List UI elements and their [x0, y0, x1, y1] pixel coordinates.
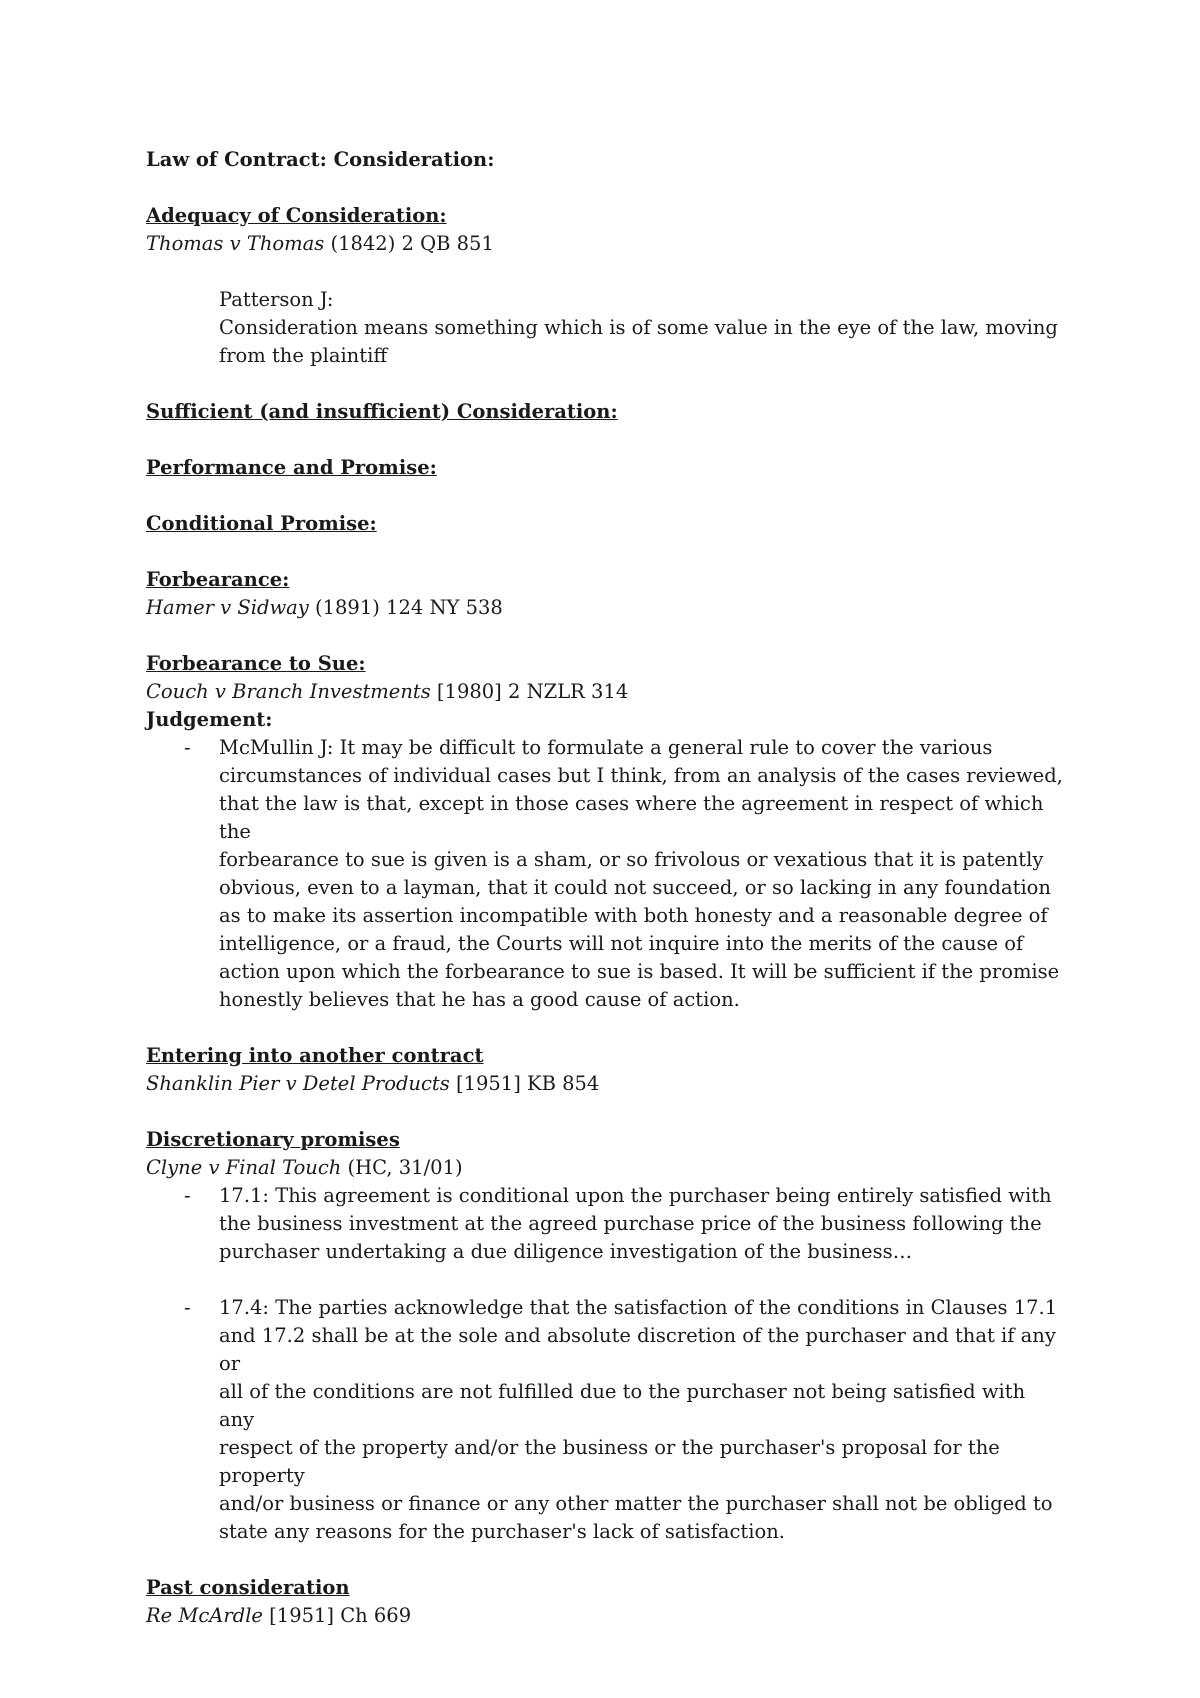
past-case-citation	[146, 1602, 1066, 1630]
document-body	[146, 146, 1066, 1630]
case-cite: (1891) 124 NY 538	[308, 596, 503, 619]
performance-heading: Performance and Promise:	[146, 456, 437, 479]
adequacy-heading: Adequacy of Consideration:	[146, 204, 447, 227]
spacer	[146, 174, 1066, 202]
entering-case-citation	[146, 1070, 1066, 1098]
case-cite: (HC, 31/01)	[341, 1156, 463, 1179]
case-name: Re McArdle	[146, 1604, 263, 1627]
adequacy-case-citation	[146, 230, 1066, 258]
clause-bullet	[146, 1294, 1066, 1546]
clause-line: purchaser undertaking a due diligence investigation of the business…	[219, 1240, 913, 1263]
forbearance-sue-heading: Forbearance to Sue:	[146, 652, 366, 675]
clause-line: 17.1: This agreement is conditional upon the purchaser being entirely satisfied with	[219, 1184, 1052, 1207]
case-name: Couch v Branch Investments	[146, 680, 431, 703]
case-name: Clyne v Final Touch	[146, 1156, 342, 1179]
clause-line: state any reasons for the purchaser's lack of satisfaction.	[219, 1520, 785, 1543]
spacer	[146, 370, 1066, 398]
judgement-line: honestly believes that he has a good cause of action.	[219, 988, 740, 1011]
document-title: Law of Contract: Consideration:	[146, 148, 495, 171]
discretionary-heading: Discretionary promises	[146, 1128, 400, 1151]
quote-line: Consideration means something which is of some value in the eye of the law, moving	[219, 316, 1058, 339]
judgement-line: that the law is that, except in those cases where the agreement in respect of which the	[219, 792, 1044, 843]
entering-heading: Entering into another contract	[146, 1044, 484, 1067]
discretionary-case-citation	[146, 1154, 1066, 1182]
judgement-bullet	[146, 734, 1066, 1014]
case-cite: [1980] 2 NZLR 314	[430, 680, 629, 703]
forbearance-heading: Forbearance:	[146, 568, 290, 591]
spacer	[146, 426, 1066, 454]
clause-line: and/or business or finance or any other matter the purchaser shall not be obliged to	[219, 1492, 1053, 1515]
past-heading: Past consideration	[146, 1576, 350, 1599]
clause-bullet	[146, 1182, 1066, 1266]
case-name: Thomas v Thomas	[146, 232, 325, 255]
forbearance-sue-case-citation	[146, 678, 1066, 706]
judgement-line: action upon which the forbearance to sue is based. It will be sufficient if the promise	[219, 960, 1060, 983]
judgement-line: intelligence, or a fraud, the Courts will not inquire into the merits of the cause of	[219, 932, 1024, 955]
case-name: Shanklin Pier v Detel Products	[146, 1072, 450, 1095]
spacer	[146, 258, 1066, 286]
spacer	[146, 1266, 1066, 1294]
spacer	[146, 538, 1066, 566]
judge-name: Patterson J:	[219, 288, 334, 311]
clause-line: the business investment at the agreed purchase price of the business following the	[219, 1212, 1042, 1235]
clause-line: all of the conditions are not fulfilled due to the purchaser not being satisfied with any	[219, 1380, 1026, 1431]
spacer	[146, 1014, 1066, 1042]
quote-line: from the plaintiff	[219, 344, 388, 367]
clause-line: respect of the property and/or the business or the purchaser's proposal for the property	[219, 1436, 1000, 1487]
judgement-line: as to make its assertion incompatible with both honesty and a reasonable degree of	[219, 904, 1048, 927]
judgement-line: circumstances of individual cases but I think, from an analysis of the cases reviewed,	[219, 764, 1063, 787]
clause-line: 17.4: The parties acknowledge that the satisfaction of the conditions in Clauses 17.1	[219, 1296, 1058, 1319]
spacer	[146, 1546, 1066, 1574]
conditional-heading: Conditional Promise:	[146, 512, 377, 535]
case-name: Hamer v Sidway	[146, 596, 309, 619]
sufficient-heading: Sufficient (and insufficient) Consideration:	[146, 400, 618, 423]
spacer	[146, 622, 1066, 650]
judgement-label: Judgement:	[146, 708, 273, 731]
judgement-line: forbearance to sue is given is a sham, or so frivolous or vexatious that it is patently	[219, 848, 1044, 871]
bullet-dash: -	[184, 1184, 191, 1207]
spacer	[146, 1098, 1066, 1126]
clause-line: and 17.2 shall be at the sole and absolute discretion of the purchaser and that if any or	[219, 1324, 1056, 1375]
forbearance-case-citation	[146, 594, 1066, 622]
spacer	[146, 482, 1066, 510]
case-cite: [1951] KB 854	[449, 1072, 600, 1095]
bullet-dash: -	[184, 736, 191, 759]
judgement-line: obvious, even to a layman, that it could not succeed, or so lacking in any foundation	[219, 876, 1051, 899]
case-cite: [1951] Ch 669	[262, 1604, 412, 1627]
judgement-line: McMullin J: It may be difficult to formulate a general rule to cover the various	[219, 736, 993, 759]
bullet-dash: -	[184, 1296, 191, 1319]
case-cite: (1842) 2 QB 851	[324, 232, 494, 255]
